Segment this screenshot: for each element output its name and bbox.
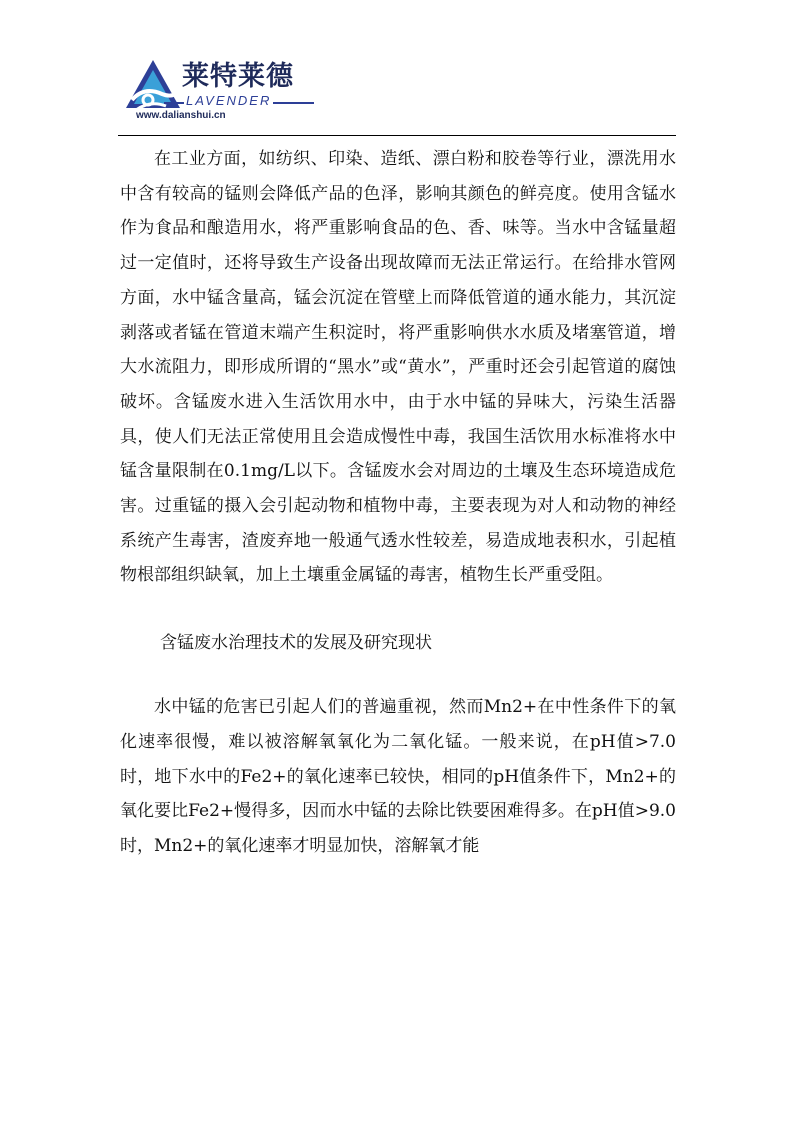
section-heading: 含锰废水治理技术的发展及研究现状 <box>160 633 432 654</box>
brand-url: www.dalianshui.cn <box>136 110 226 121</box>
header <box>118 48 678 136</box>
header-divider <box>118 135 676 136</box>
body-paragraph-1: 在工业方面，如纺织、印染、造纸、漂白粉和胶卷等行业，漂洗用水中含有较高的锰则会降低产品的色泽，影响其颜色的鲜亮度。使用含锰水作为食品和酿造用水，将严重影响食品的色、香、味等。当水中含锰量超过一定值时，还将导致生产设备出现故障而无法正常运行。在给排水管网方面，水中锰含量高，锰会沉淀在管壁上而降低管道的通水能力，其沉淀剥落或者锰在管道末端产生积淀时，将严重影响供水水质及堵塞管道，增大水流阻力，即形成所谓的“黑水”或“黄水”，严重时还会引起管道的腐蚀破坏。含锰废水进入生活饮用水中，由于水中锰的异味大，污染生活器具，使人们无法正常使用且会造成慢性中毒，我国生活饮用水标准将水中锰含量限制在0.1mg/L以下。含锰废水会对周边的土壤及生态环境造成危害。过重锰的摄入会引起动物和植物中毒，主要表现为对人和动物的神经系统产生毒害，渣废弃地一般通气透水性较差，易造成地表积水，引起植物根部组织缺氧，加上土壤重金属锰的毒害，植物生长严重受阻。 <box>120 149 676 586</box>
brand-name-cn: 莱特莱德 <box>182 61 294 92</box>
body-paragraph-2: 水中锰的危害已引起人们的普遍重视，然而Mn2+在中性条件下的氧化速率很慢，难以被溶解氧氧化为二氧化锰。一般来说，在pH值>7.0时，地下水中的Fe2+的氧化速率已较快，相同的pH值条件下，Mn2+的氧化要比Fe2+慢得多，因而水中锰的去除比铁要困难得多。在pH值>9.0时，Mn2+的氧化速率才明显加快，溶解氧才能 <box>120 697 676 856</box>
brand-name-en-row <box>164 94 314 110</box>
document-body <box>120 142 676 864</box>
brand-name-en: LAVENDER <box>186 93 272 108</box>
